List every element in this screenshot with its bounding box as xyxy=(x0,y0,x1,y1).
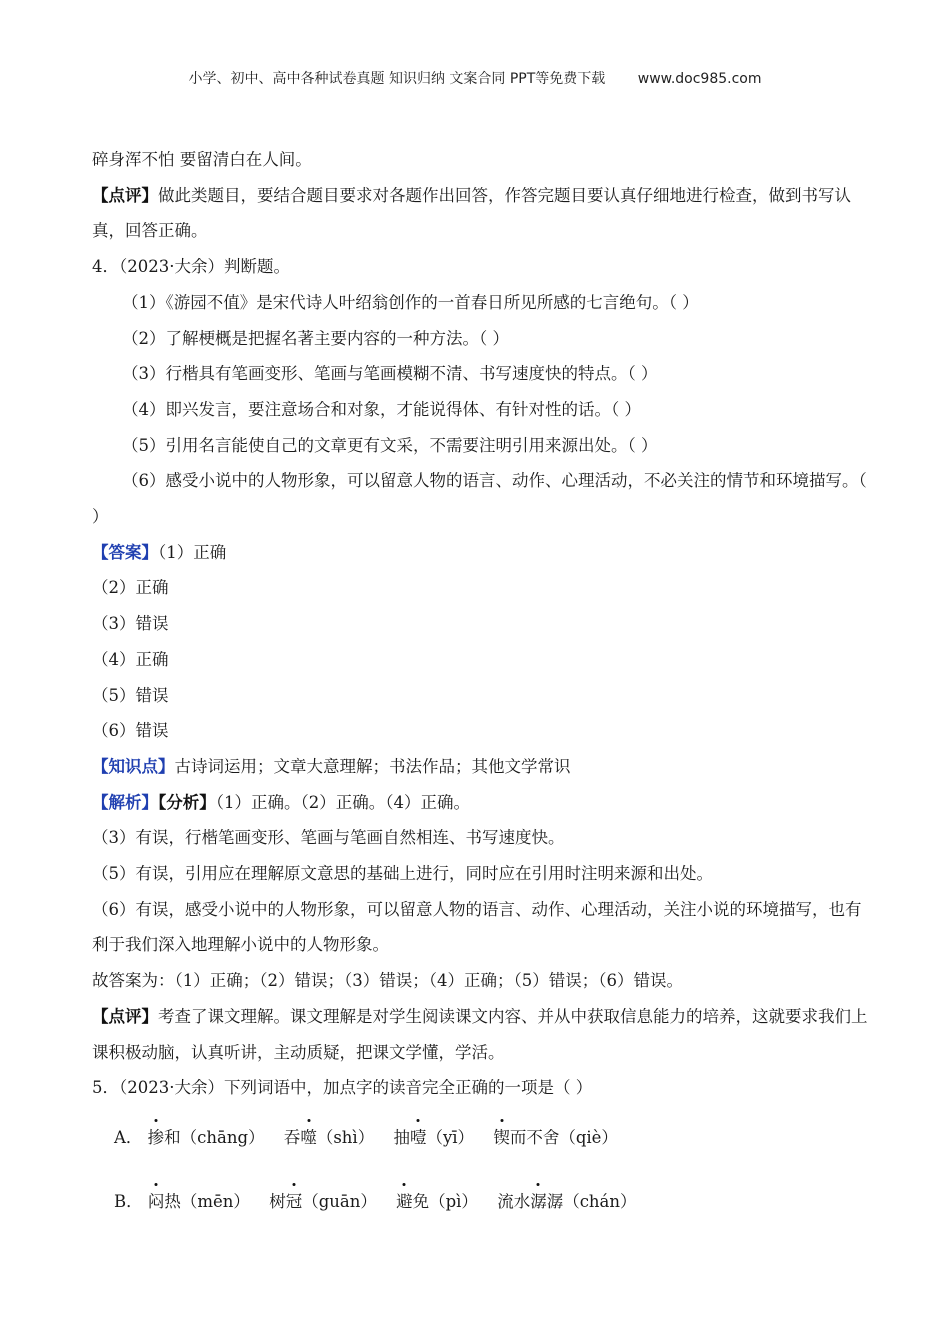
analysis-first: （1）正确。（2）正确。（4）正确。 xyxy=(215,792,470,812)
option-b-word-2 xyxy=(269,1192,377,1211)
dotted-char: 冠 xyxy=(286,1186,303,1218)
word-rest: 免（pì） xyxy=(412,1191,478,1211)
answer-4: （4）正确 xyxy=(92,649,169,669)
review-1-tag: 【点评】 xyxy=(92,185,158,205)
review-2 xyxy=(92,999,872,1070)
header-title: 小学、初中、高中各种试卷真题 知识归纳 文案合同 PPT等免费下载 xyxy=(188,71,606,87)
dotted-char: 潺 xyxy=(530,1186,547,1218)
analysis-sub-tag: 【分析】 xyxy=(158,792,216,812)
word-pre: 吞 xyxy=(283,1127,301,1147)
word-pre: 树 xyxy=(269,1191,286,1211)
option-a-label: A． xyxy=(114,1127,143,1147)
answer-tag: 【答案】 xyxy=(92,542,158,562)
review-2-text: 考查了课文理解。课文理解是对学生阅读课文内容、并从中获取信息能力的培养，这就要求我们上课积极动脑，认真听讲，主动质疑，把课文学懂，学活。 xyxy=(92,1006,868,1062)
dotted-char: 掺 xyxy=(148,1122,165,1154)
intro-line: 碎身浑不怕 要留清白在人间。 xyxy=(92,150,312,169)
page-header xyxy=(0,68,950,88)
analysis-tag: 【解析】 xyxy=(92,792,158,812)
option-a-word-4 xyxy=(493,1128,618,1147)
word-rest: （guān） xyxy=(302,1191,377,1211)
question-5-title: 5．（2023·大余）下列词语中，加点字的读音完全正确的一项是（ ） xyxy=(92,1078,593,1098)
document-body xyxy=(92,142,872,1218)
analysis-line xyxy=(92,785,872,821)
answer-line xyxy=(92,535,872,571)
option-a-word-2 xyxy=(284,1128,374,1147)
word-rest: （yī） xyxy=(426,1127,475,1147)
word-rest: 热（mēn） xyxy=(164,1191,250,1211)
option-a-word-3 xyxy=(393,1128,474,1147)
option-b-word-4 xyxy=(497,1192,636,1211)
option-b[interactable] xyxy=(92,1186,872,1218)
word-pre: 流水 xyxy=(497,1191,531,1211)
word-pre: 抽 xyxy=(393,1127,410,1147)
dotted-char: 噬 xyxy=(300,1122,317,1154)
dotted-char: 闷 xyxy=(148,1186,165,1218)
q4-item-6: （6）感受小说中的人物形象，可以留意人物的语言、动作、心理活动，不必关注的情节和环境描写。（ ） xyxy=(92,471,867,527)
review-2-tag: 【点评】 xyxy=(92,1006,158,1026)
answer-3: （3）错误 xyxy=(92,614,169,634)
q4-item-1: （1）《游园不值》是宋代诗人叶绍翁创作的一首春日所见所感的七言绝句。（ ） xyxy=(122,292,699,312)
answer-2: （2）正确 xyxy=(92,578,169,598)
word-rest: 和（chāng） xyxy=(164,1127,265,1147)
header-url[interactable]: www.doc985.com xyxy=(637,71,762,87)
analysis-6: （6）有误，感受小说中的人物形象，可以留意人物的语言、动作、心理活动，关注小说的环境描写，也有利于我们深入地理解小说中的人物形象。 xyxy=(92,899,862,955)
option-a-word-1 xyxy=(148,1128,265,1147)
analysis-3: （3）有误，行楷笔画变形、笔画与笔画自然相连、书写速度快。 xyxy=(92,828,565,848)
question-4-title: 4．（2023·大余）判断题。 xyxy=(92,257,290,277)
review-1-text: 做此类题目，要结合题目要求对各题作出回答，作答完题目要认真仔细地进行检查，做到书写认真，回答正确。 xyxy=(92,185,851,241)
dotted-char: 噎 xyxy=(410,1122,427,1154)
q4-item-2: （2）了解梗概是把握名著主要内容的一种方法。（ ） xyxy=(122,328,509,348)
answer-1: （1）正确 xyxy=(158,542,227,562)
option-a[interactable] xyxy=(92,1122,872,1154)
answer-5: （5）错误 xyxy=(92,685,169,705)
q4-item-3: （3）行楷具有笔画变形、笔画与笔画模糊不清、书写速度快的特点。（ ） xyxy=(122,364,658,384)
q4-item-5: （5）引用名言能使自己的文章更有文采，不需要注明引用来源出处。（ ） xyxy=(122,435,658,455)
knowledge-tag: 【知识点】 xyxy=(92,756,175,776)
word-rest: 而不舍（qiè） xyxy=(509,1127,618,1147)
option-b-word-3 xyxy=(396,1192,478,1211)
option-b-word-1 xyxy=(148,1192,250,1211)
knowledge-line xyxy=(92,749,872,785)
analysis-conclusion: 故答案为：（1）正确；（2）错误；（3）错误；（4）正确；（5）错误；（6）错误。 xyxy=(92,971,683,991)
knowledge-text: 古诗词运用；文章大意理解；书法作品；其他文学常识 xyxy=(174,756,571,776)
dotted-char: 避 xyxy=(396,1186,413,1218)
word-rest: （shì） xyxy=(316,1127,375,1147)
dotted-char: 锲 xyxy=(493,1122,510,1154)
option-b-label: B． xyxy=(114,1191,143,1211)
answer-6: （6）错误 xyxy=(92,721,169,741)
q4-item-4: （4）即兴发言，要注意场合和对象，才能说得体、有针对性的话。（ ） xyxy=(122,399,641,419)
analysis-5: （5）有误，引用应在理解原文意思的基础上进行，同时应在引用时注明来源和出处。 xyxy=(92,864,713,884)
review-1 xyxy=(92,178,872,249)
word-rest: 潺（chán） xyxy=(546,1191,637,1211)
